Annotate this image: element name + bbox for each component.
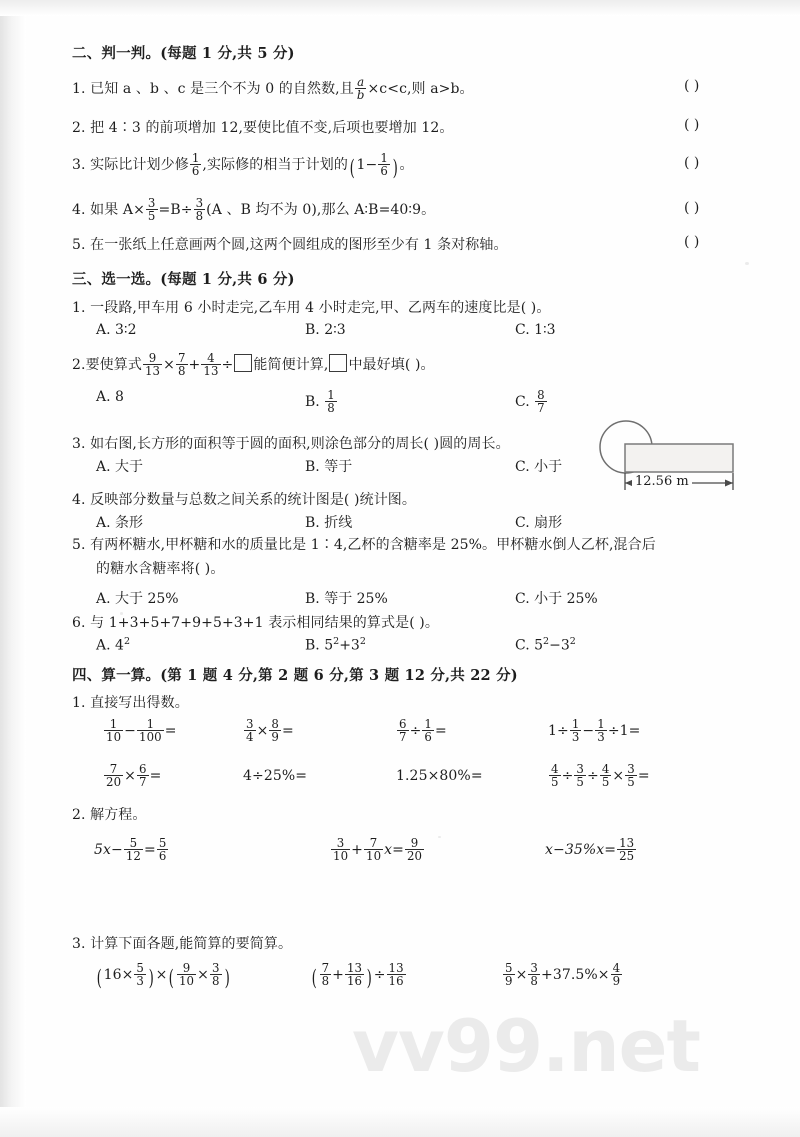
option-5b[interactable] xyxy=(305,588,388,608)
fraction: $\frac{7}{10}$ xyxy=(366,836,382,864)
inline-fraction: $\frac{3}{5}$ xyxy=(147,196,156,224)
question-text-mid: 能简便计算, xyxy=(253,357,329,374)
operator: × xyxy=(256,723,269,740)
option-exponent-1: 2 xyxy=(543,636,550,647)
fraction: $\frac{3}{4}$ xyxy=(246,717,254,745)
option-value: 折线 xyxy=(324,515,353,531)
section-two-question-2 xyxy=(72,117,453,137)
section-three-question-6 xyxy=(72,612,439,632)
operator: × xyxy=(612,768,625,785)
question-number: 2. xyxy=(72,357,86,374)
dimension-label: 12.56 m xyxy=(632,474,692,489)
section-three-question-2 xyxy=(72,352,435,377)
fraction: $\frac{5}{3}$ xyxy=(136,961,144,989)
operator: × xyxy=(515,967,528,984)
section-two-question-4 xyxy=(72,197,435,222)
arith-problem-1 xyxy=(103,718,177,743)
operator: × xyxy=(124,768,136,785)
option-value: 3∶2 xyxy=(115,322,137,338)
fraction: $\frac{5}{9}$ xyxy=(505,961,513,989)
operator: ÷ xyxy=(587,768,599,785)
section-four-sub2-title: 2. 解方程。 xyxy=(72,807,147,823)
option-label: C. xyxy=(515,394,530,411)
fraction: $\frac{6}{7}$ xyxy=(399,717,407,745)
answer-box-1[interactable] xyxy=(234,354,252,372)
fraction: $\frac{4}{5}$ xyxy=(601,762,610,790)
question-number: 3. xyxy=(72,436,86,452)
tail: ÷1= xyxy=(607,723,641,740)
question-number: 1. xyxy=(72,300,86,316)
fraction: $\frac{9}{10}$ xyxy=(178,961,195,989)
option-label: A. xyxy=(96,515,111,531)
option-label: B. xyxy=(305,322,320,338)
option-value: 大于 25% xyxy=(115,591,179,607)
option-3a[interactable] xyxy=(96,456,143,476)
question-text-tail: ×c<c,则 a>b。 xyxy=(367,81,474,98)
equals: = xyxy=(149,768,162,785)
fraction: $\frac{13}{16}$ xyxy=(388,961,404,989)
section-three-question-4 xyxy=(72,489,416,509)
option-label: B. xyxy=(305,637,320,654)
option-4a[interactable] xyxy=(96,512,143,532)
option-label: A. xyxy=(96,591,111,607)
option-2a[interactable] xyxy=(96,389,124,405)
fraction: $\frac{3}{5}$ xyxy=(627,762,635,790)
option-exponent-2: 2 xyxy=(359,636,366,647)
option-value: 8 xyxy=(115,389,124,405)
question-text: 如果 A× xyxy=(90,202,145,219)
compute-problem-1 xyxy=(95,962,231,991)
question-number: 4. xyxy=(72,492,86,508)
fraction: $\frac{5}{6}$ xyxy=(158,836,167,864)
lead: 5x− xyxy=(94,842,123,859)
equals: = xyxy=(164,723,177,740)
section-three-heading: 三、选一选。(每题 1 分,共 6 分) xyxy=(72,271,295,288)
paren-expr: 1− xyxy=(356,157,378,174)
option-4c[interactable] xyxy=(515,512,562,532)
option-value: 小于 xyxy=(534,459,563,475)
option-value: 1∶3 xyxy=(534,322,556,338)
fraction: $\frac{13}{25}$ xyxy=(619,836,635,864)
section-three-question-3 xyxy=(72,433,510,453)
option-1c[interactable] xyxy=(515,322,556,338)
equals: = xyxy=(435,723,447,740)
question-text: 在一张纸上任意画两个圆,这两个圆组成的图形至少有 1 条对称轴。 xyxy=(90,237,508,253)
question-text-tail: 。 xyxy=(399,157,414,174)
option-base: 4 xyxy=(115,637,124,654)
fraction: $\frac{9}{20}$ xyxy=(406,836,423,864)
option-3c[interactable] xyxy=(515,456,562,476)
question-text: 要使算式 xyxy=(85,357,142,374)
section-two-question-5 xyxy=(72,234,508,254)
option-6c[interactable] xyxy=(515,636,576,654)
arith-problem-4 xyxy=(548,718,641,743)
operator: × xyxy=(197,967,209,984)
option-label: B. xyxy=(305,459,320,475)
site-watermark: vv99.net xyxy=(352,1004,700,1088)
equation-1 xyxy=(94,837,169,862)
operator: +37.5%× xyxy=(541,967,610,984)
operator: + xyxy=(188,357,201,374)
operator: ÷ xyxy=(373,967,386,984)
operator: + xyxy=(332,967,344,984)
option-1b[interactable] xyxy=(305,322,346,338)
arith-problem-6: 4÷25%= xyxy=(243,768,308,784)
left-paren: ( xyxy=(349,155,355,181)
option-base-2: 3 xyxy=(350,637,360,654)
question-number: 4. xyxy=(72,202,86,219)
fraction: $\frac{6}{7}$ xyxy=(139,762,147,790)
option-fraction: $\frac{8}{7}$ xyxy=(537,388,545,416)
option-label: C. xyxy=(515,591,530,607)
section-four-heading: 四、算一算。(第 1 题 4 分,第 2 题 6 分,第 3 题 12 分,共 22 分) xyxy=(72,667,518,684)
operator: + xyxy=(351,842,363,859)
option-base-1: 5 xyxy=(324,637,334,654)
fraction: $\frac{3}{5}$ xyxy=(576,762,584,790)
option-value: 小于 25% xyxy=(534,591,598,607)
option-6a[interactable] xyxy=(96,636,130,654)
option-6b[interactable] xyxy=(305,636,366,654)
operator: ÷ xyxy=(561,768,574,785)
option-exponent-2: 2 xyxy=(569,636,576,647)
lead: 1÷ xyxy=(548,723,569,740)
option-label: B. xyxy=(305,591,320,607)
option-operator: − xyxy=(549,637,561,654)
answer-bracket-5[interactable]: ( ) xyxy=(684,234,700,250)
left-paren: ( xyxy=(96,965,102,991)
question-number: 2. xyxy=(72,120,86,136)
question-number: 5. xyxy=(72,237,86,253)
question-text: 已知 a 、b 、c 是三个不为 0 的自然数,且 xyxy=(90,81,354,98)
compute-problem-3 xyxy=(502,962,623,987)
right-paren: ) xyxy=(224,965,230,991)
option-2c[interactable] xyxy=(515,389,548,414)
option-1a[interactable] xyxy=(96,322,136,338)
operator: − xyxy=(124,723,136,740)
fraction: $\frac{4}{5}$ xyxy=(551,762,559,790)
equals: = xyxy=(637,768,650,785)
inline-fraction: $\frac{9}{13}$ xyxy=(144,351,161,379)
operator: ÷ xyxy=(409,723,422,740)
section-four-sub1-title: 1. 直接写出得数。 xyxy=(72,695,189,711)
arith-problem-7: 1.25×80%= xyxy=(396,768,483,784)
option-label: C. xyxy=(515,322,530,338)
question-text-mid: =B÷ xyxy=(158,202,193,219)
option-label: A. xyxy=(96,459,111,475)
inline-fraction: $\frac{4}{13}$ xyxy=(203,351,219,379)
equation-3 xyxy=(545,837,637,862)
section-two-heading: 二、判一判。(每题 1 分,共 5 分) xyxy=(72,45,295,62)
option-exponent: 2 xyxy=(123,636,130,647)
question-text-tail: 中最好填( )。 xyxy=(348,357,435,374)
answer-bracket-4[interactable]: ( ) xyxy=(684,200,700,216)
question-text: 有两杯糖水,甲杯糖和水的质量比是 1∶4,乙杯的含糖率是 25%。甲杯糖水倒人乙杯,混合后 xyxy=(90,537,656,553)
fraction: $\frac{13}{16}$ xyxy=(346,961,363,989)
arith-problem-2 xyxy=(243,718,294,743)
arith-problem-5 xyxy=(103,763,161,788)
option-label: C. xyxy=(515,515,530,531)
option-label: B. xyxy=(305,394,320,411)
operator: ÷ xyxy=(221,357,234,374)
operator: × xyxy=(155,967,168,984)
question-text: 一段路,甲车用 6 小时走完,乙车用 4 小时走完,甲、乙两车的速度比是( )。 xyxy=(90,300,551,316)
answer-box-2[interactable] xyxy=(329,354,347,372)
variable-equals: x= xyxy=(384,842,404,859)
operator: − xyxy=(582,723,595,740)
option-5c[interactable] xyxy=(515,588,598,608)
compute-problem-2 xyxy=(310,962,407,991)
fraction: $\frac{7}{8}$ xyxy=(321,961,330,989)
option-value: 2∶3 xyxy=(324,322,346,338)
fraction: $\frac{3}{10}$ xyxy=(333,836,349,864)
fraction: $\frac{1}{10}$ xyxy=(106,717,122,745)
fraction: $\frac{1}{3}$ xyxy=(597,717,605,745)
option-3b[interactable] xyxy=(305,456,352,476)
option-5a[interactable] xyxy=(96,588,179,608)
option-value: 条形 xyxy=(115,515,144,531)
right-paren: ) xyxy=(392,155,398,181)
arith-problem-3 xyxy=(396,718,447,743)
option-label: C. xyxy=(515,459,530,475)
geometry-figure xyxy=(592,420,752,498)
option-label: B. xyxy=(305,515,320,531)
operator: × xyxy=(163,357,175,374)
section-two-question-3 xyxy=(72,152,414,181)
fraction: $\frac{7}{20}$ xyxy=(106,762,122,790)
section-two-question-1 xyxy=(72,76,474,101)
lead: x−35%x= xyxy=(545,842,617,859)
option-label: A. xyxy=(96,637,111,654)
section-three-question-1 xyxy=(72,297,550,317)
lead: 16× xyxy=(103,967,134,984)
question-text-mid: ,实际修的相当于计划的 xyxy=(202,157,348,174)
question-text: 把 4∶3 的前项增加 12,要使比值不变,后项也要增加 12。 xyxy=(90,120,454,136)
question-text: 与 1+3+5+7+9+5+3+1 表示相同结果的算式是( )。 xyxy=(90,615,439,631)
option-exponent-1: 2 xyxy=(333,636,340,647)
equals: = xyxy=(282,723,294,740)
question-text: 实际比计划少修 xyxy=(90,157,189,174)
question-text: 反映部分数量与总数之间关系的统计图是( )统计图。 xyxy=(90,492,416,508)
fraction: $\frac{1}{3}$ xyxy=(571,717,580,745)
option-value: 大于 xyxy=(115,459,144,475)
left-paren: ( xyxy=(311,965,317,991)
right-paren: ) xyxy=(366,965,373,991)
fraction: $\frac{8}{9}$ xyxy=(271,717,279,745)
option-label: A. xyxy=(96,389,111,405)
right-paren: ) xyxy=(148,965,154,991)
inline-fraction: $\frac{a}{b}$ xyxy=(356,75,365,103)
question-number: 6. xyxy=(72,615,86,631)
inline-fraction: $\frac{1}{6}$ xyxy=(191,151,200,179)
option-value: 等于 25% xyxy=(324,591,388,607)
option-2b[interactable] xyxy=(305,389,338,414)
section-four-sub3-title: 3. 计算下面各题,能简算的要简算。 xyxy=(72,936,293,952)
question-number: 3. xyxy=(72,157,86,174)
option-4b[interactable] xyxy=(305,512,352,532)
fraction: $\frac{3}{8}$ xyxy=(211,961,220,989)
option-label: A. xyxy=(96,322,111,338)
section-three-question-5-line2: 的糖水含糖率将( )。 xyxy=(96,561,225,577)
section-three-question-5-line1 xyxy=(72,534,656,554)
answer-bracket-1[interactable]: ( ) xyxy=(684,78,700,94)
inline-fraction: $\frac{3}{8}$ xyxy=(195,196,204,224)
fraction: $\frac{1}{100}$ xyxy=(139,717,162,745)
equation-2 xyxy=(330,837,425,862)
equals: = xyxy=(144,842,156,859)
answer-bracket-2[interactable]: ( ) xyxy=(684,117,700,133)
left-paren: ( xyxy=(169,965,175,991)
answer-bracket-3[interactable]: ( ) xyxy=(684,155,700,171)
question-number: 5. xyxy=(72,537,86,553)
inline-fraction: $\frac{1}{6}$ xyxy=(380,151,388,179)
arith-problem-8 xyxy=(548,763,650,788)
option-base-2: 3 xyxy=(560,637,570,654)
option-base-1: 5 xyxy=(534,637,544,654)
question-text-tail: (A 、B 均不为 0),那么 A∶B=40∶9。 xyxy=(206,202,436,219)
fraction: $\frac{1}{6}$ xyxy=(424,717,432,745)
option-value: 扇形 xyxy=(534,515,563,531)
rectangle-shape xyxy=(625,444,733,472)
question-text: 如右图,长方形的面积等于圆的面积,则涂色部分的周长( )圆的周长。 xyxy=(90,436,510,452)
option-label: C. xyxy=(515,637,530,654)
option-fraction: $\frac{1}{8}$ xyxy=(327,388,335,416)
fraction: $\frac{3}{8}$ xyxy=(530,961,538,989)
option-operator: + xyxy=(339,637,351,654)
fraction: $\frac{5}{12}$ xyxy=(125,836,141,864)
option-value: 等于 xyxy=(324,459,353,475)
inline-fraction: $\frac{7}{8}$ xyxy=(177,351,186,379)
question-number: 1. xyxy=(72,81,86,98)
fraction: $\frac{4}{9}$ xyxy=(612,961,621,989)
